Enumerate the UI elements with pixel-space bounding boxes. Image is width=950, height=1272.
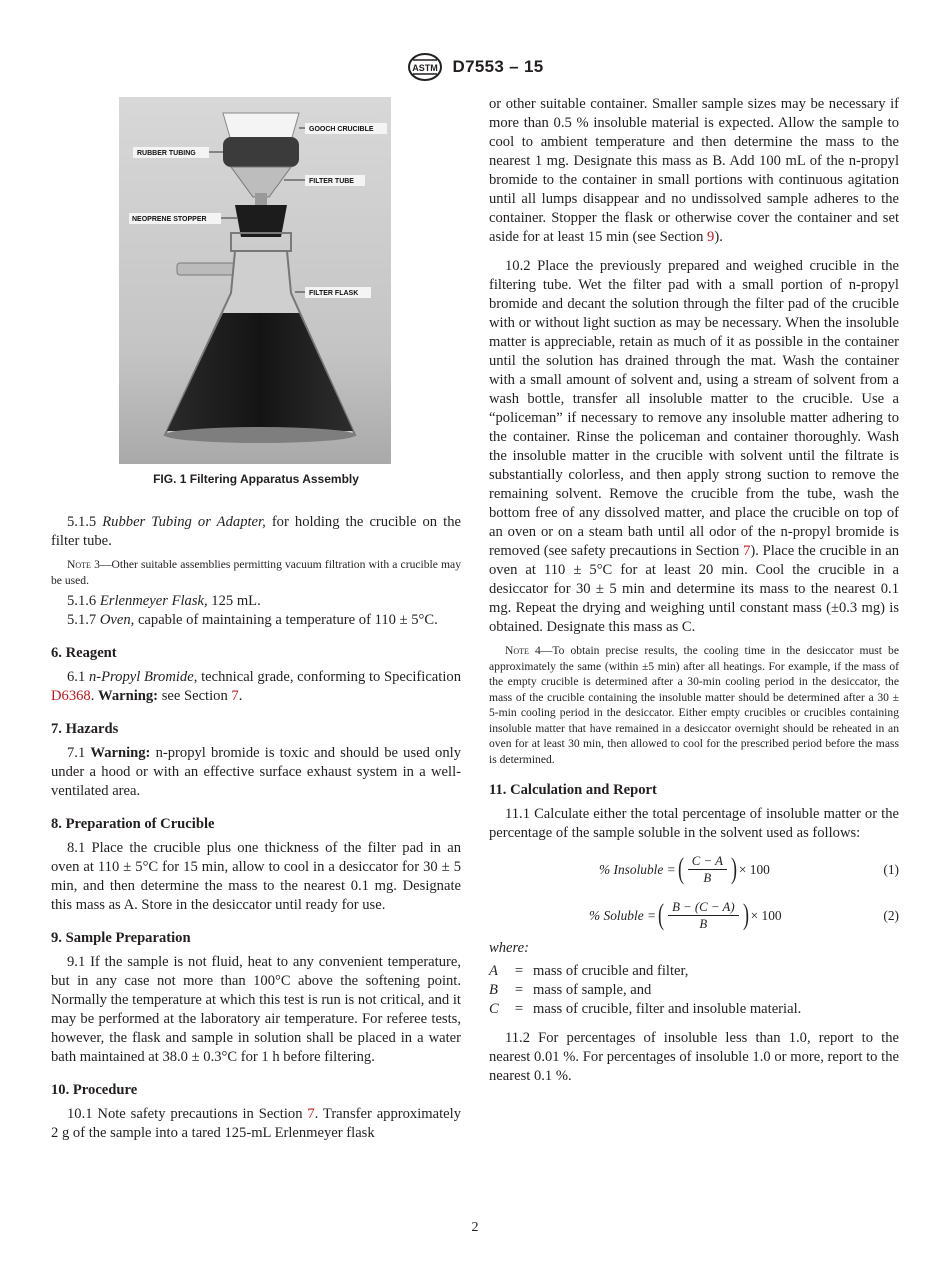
item-text: 125 mL. [211,593,261,609]
label-filter-flask: FILTER FLASK [309,290,359,297]
numerator: B − (C − A) [668,899,739,916]
definition: mass of crucible and filter, [533,963,689,979]
note-4 [489,643,899,767]
heading-preparation-of-crucible: 8. Preparation of Crucible [51,816,215,832]
para-7-1 [51,744,461,801]
note-text: 3—Other suitable assemblies permitting vacuum filtration with a crucible may be used. [51,558,461,587]
equals: = [514,982,524,998]
figure-filtering-apparatus [119,97,391,464]
label-neoprene-stopper: NEOPRENE STOPPER [132,216,207,223]
where-label [489,939,899,958]
symbol: C [489,1001,499,1017]
item-title: Rubber Tubing or Adapter, [102,514,266,530]
denominator: B [699,916,708,931]
symbol: B [489,982,498,998]
item-text: see Section [161,688,228,704]
section-number: 5.1.6 [67,593,97,609]
apparatus-photo [119,97,391,464]
para-11-1: 11.1 Calculate either the total percentage of insoluble matter or the percentage of the sample soluble in the solvent used as follows: [489,806,899,841]
equation-lhs: % Soluble = [589,907,657,923]
equation-number: (2) [883,908,899,923]
para-11-2: 11.2 For percentages of insoluble less than 1.0, report to the nearest 0.01 %. For percentages of insoluble 1.0 or more, report to the nearest 0.1 %. [489,1030,899,1084]
heading-procedure: 10. Procedure [51,1082,138,1098]
para-5-1-7 [51,611,461,630]
symbol: A [489,963,498,979]
item-text: n-propyl bromide is toxic and should be used only under a hood or with an effective surface exhaust system in a well-ventilated area. [51,745,461,799]
section-number: 5.1.7 [67,612,97,628]
link-section-7[interactable]: 7 [231,688,239,704]
item-text: 10.1 Note safety precautions in Section [67,1106,303,1122]
astm-logo-icon [407,52,443,82]
para-6-1: 6.1 n-Propyl Bromide, technical grade, conforming to Specification D6368. Warning: see Section 7. [51,669,461,704]
svg-text:ASTM: ASTM [411,63,438,73]
fraction [688,853,727,886]
definition: mass of crucible, filter and insoluble material. [533,1001,802,1017]
equals: = [514,1001,524,1017]
label-rubber-tubing: RUBBER TUBING [137,150,196,157]
item-title: Oven, [99,612,135,628]
numerator: C − A [688,853,727,870]
equals: = [514,963,524,979]
para-9-1: 9.1 If the sample is not fluid, heat to any convenient temperature, but in any case not more than 100°C above the softening point. Normally the temperature at which this test is run is not critical, and it may be performed at the laboratory air temperature. For referee tests, however, the flask and sample in solution shall be placed in a water bath maintained at 38.0 ± 0.3°C for 1 h before filtering. [51,954,461,1065]
heading-reagent: 6. Reagent [51,645,117,661]
label-gooch-crucible: GOOCH CRUCIBLE [309,126,374,133]
equation-2: % Soluble = ( $\frac{B - (C - A)}{B}$ ) × 100 (2) [589,898,899,931]
item-text: . Transfer approximately 2 g of the sample into a tared 125-mL Erlenmeyer flask [51,1106,461,1141]
para-10-2 [489,257,899,637]
left-column [51,95,461,1143]
label-filter-tube: FILTER TUBE [309,178,354,185]
page-number: 2 [471,1220,479,1235]
document-number: D7553 – 15 [452,57,544,76]
equation-lhs: % Insoluble = [599,861,676,877]
equation-1: % Insoluble = ( $\frac{C - A}{B}$ ) × 100 (1) [599,852,899,885]
where-text: where: [489,940,529,956]
note-text: 4—To obtain precise results, the cooling time in the desiccator must be approximately the same (within ±5 min) after all heatings. For example, if the mass of the empty crucible is determined after a 30-min cooling period in the desiccator, the mass of the crucible containing the insoluble matter should be determined after a 30 ± 5-min cooling period in the desiccator. Either empty crucibles or crucibles containing insoluble matter that have remained in a desiccator overnight should be reheated in an oven for at least 30 min, then allowed to cool for the prescribed period before the mass is determined. [489,644,900,766]
variable-definitions [489,962,899,1019]
equation-rhs: × 100 [738,861,770,877]
right-column [489,95,899,1086]
section-number: 7.1 [67,745,86,761]
item-text: or other suitable container. Smaller sample sizes may be necessary if more than 0.5 % insoluble material is expected. Allow the sample to cool to ambient temperature and then determine the mass to the nearest 1 mg. Designate this mass as B. Add 100 mL of the n-propyl bromide to the container in small portions with continuous agitation until all lumps disappear and no undissolved sample adheres to the container. Stopper the flask or otherwise cover the container and set aside for at least 15 min (see Section [489,96,899,245]
warning-label: Warning: [98,688,159,704]
heading-sample-preparation: 9. Sample Preparation [51,930,191,946]
link-section-9[interactable]: 9 [707,229,715,245]
definition-row [489,981,899,1000]
note-label: Note [67,558,91,571]
denominator: B [703,870,712,885]
section-number: 5.1.5 [67,514,97,530]
page-header [0,52,950,82]
link-d6368[interactable]: D6368 [51,688,91,704]
section-number: 6.1 [67,669,86,685]
item-text: technical grade, conforming to Specification [201,669,461,685]
heading-hazards: 7. Hazards [51,721,119,737]
definition: mass of sample, and [533,982,652,998]
item-text: 10.2 Place the previously prepared and weighed crucible in the filtering tube. Wet the filter pad with a small portion of n-propyl bromide and decant the solution through the filter pad of the crucible with or without light suction as may be necessary. When the insoluble matter is appreciable, retain as much of it as possible in the container until the solution has drained through the mat. Wash the container with a small amount of solvent and, using a stream of solvent from a wash bottle, transfer all insoluble matter to the crucible. Use a “policeman” if necessary to remove any insoluble matter adhering to the container. Rinse the policeman and container thoroughly. Wash the insoluble matter in the crucible with solvent until the filtrate is substantially colorless, and then apply strong suction to remove the remaining solvent. Remove the crucible from the tube, wash the bottom free of any dissolved matter, and place the crucible on top of an oven or on a steam bath until all odor of the n-propyl bromide is removed (see safety precautions in Section [489,258,899,559]
item-text: capable of maintaining a temperature of 110 ± 5°C. [137,612,438,628]
definition-row [489,962,899,981]
para-10-1-continued [489,95,899,247]
link-section-7[interactable]: 7 [307,1106,315,1122]
fraction [668,899,739,932]
equation-number: (1) [883,862,899,877]
item-text: ). [714,229,723,245]
link-section-7[interactable]: 7 [743,543,751,559]
warning-label: Warning: [90,745,151,761]
para-10-1 [51,1105,461,1143]
equation-rhs: × 100 [750,907,782,923]
definition-row [489,1000,899,1019]
note-label: Note [505,644,529,657]
para-5-1-5 [51,513,461,551]
item-text: for holding the crucible on the filter tube. [51,514,461,549]
figure-caption: FIG. 1 Filtering Apparatus Assembly [153,472,359,486]
heading-calculation-and-report: 11. Calculation and Report [489,782,657,798]
item-title: Erlenmeyer Flask, [99,593,208,609]
note-3 [51,557,461,588]
para-8-1: 8.1 Place the crucible plus one thickness of the filter pad in an oven at 110 ± 5°C for 15 min, allow to cool in a desiccator for 30 ± 5 min, and then determine the mass to the nearest 0.1 mg. Designate this mass as A. Store in the desiccator until ready for use. [51,840,461,913]
item-title: n-Propyl Bromide, [88,669,198,685]
para-5-1-6 [51,592,461,611]
item-text: ). Place the crucible in an oven at 110 ± 5°C for at least 20 min. Cool the crucible in a desiccator for 30 ± 5 min and determine its mass to the nearest 0.1 mg. Repeat the drying and weighing until constant mass (±0.3 mg) is obtained. Designate this mass as C. [489,543,899,635]
